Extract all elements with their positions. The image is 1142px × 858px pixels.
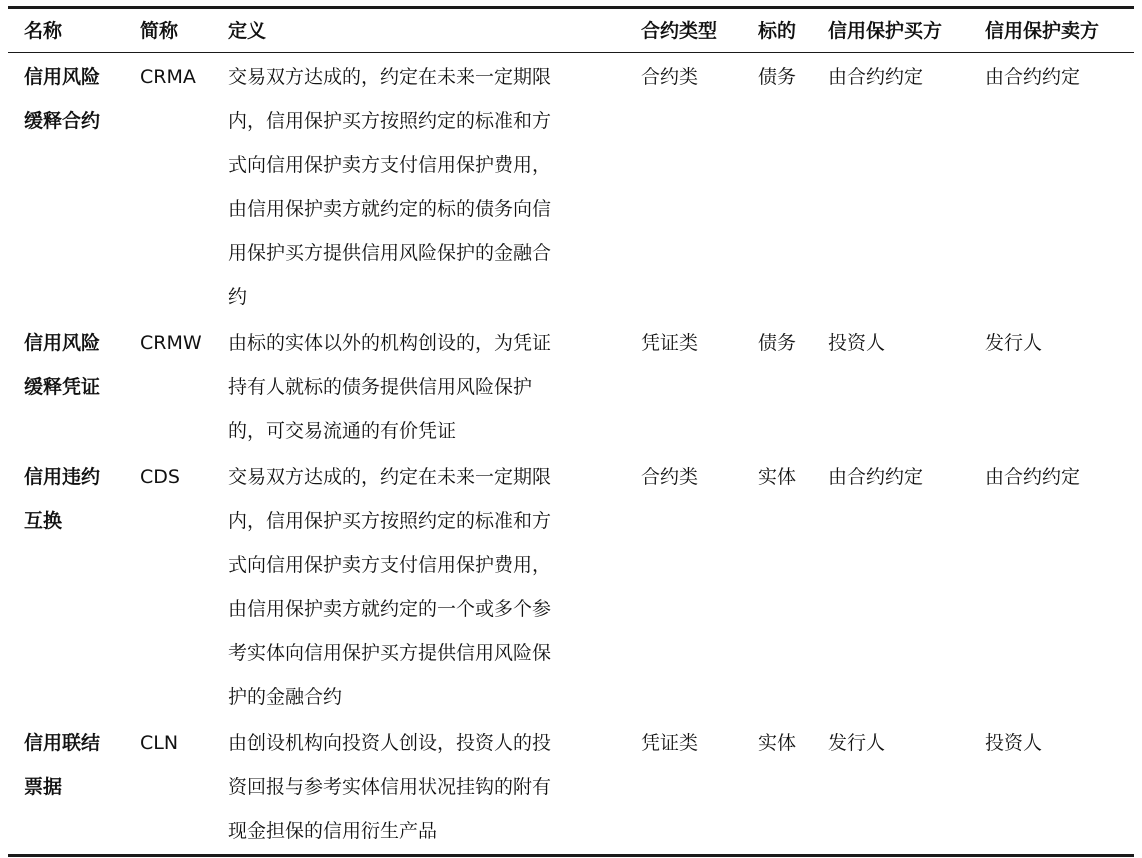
header-protection-buyer: 信用保护买方 [828, 19, 943, 42]
credit-derivatives-table [8, 6, 1134, 857]
definition-line: 资回报与参考实体信用状况挂钩的附有 [228, 776, 552, 798]
definition-line: 由信用保护卖方就约定的标的债务向信 [228, 198, 552, 220]
cell-name [8, 321, 124, 409]
cell-abbr: CRMW [140, 332, 202, 354]
definition-line: 式向信用保护卖方支付信用保护费用， [228, 554, 552, 576]
table-row [8, 319, 1134, 453]
name-line: 信用联结 [24, 732, 101, 754]
cell-protection-buyer: 由合约约定 [828, 66, 924, 88]
name-line: 缓释凭证 [24, 376, 101, 398]
cell-protection-seller: 发行人 [985, 332, 1043, 354]
definition-line: 交易双方达成的，约定在未来一定期限 [228, 466, 552, 488]
cell-contract-type: 凭证类 [641, 332, 699, 354]
cell-definition [212, 455, 625, 719]
cell-abbr: CRMA [140, 66, 196, 88]
cell-definition [212, 321, 625, 453]
header-name: 名称 [24, 19, 63, 42]
cell-protection-buyer: 由合约约定 [828, 466, 924, 488]
header-abbr: 简称 [140, 19, 179, 42]
definition-line: 由信用保护卖方就约定的一个或多个参 [228, 598, 552, 620]
header-definition: 定义 [228, 19, 267, 42]
cell-protection-buyer: 发行人 [828, 732, 886, 754]
table-row [8, 453, 1134, 719]
definition-line: 内，信用保护买方按照约定的标准和方 [228, 510, 552, 532]
cell-underlying: 实体 [758, 466, 797, 488]
cell-underlying: 债务 [758, 332, 797, 354]
name-line: 信用风险 [24, 66, 101, 88]
cell-contract-type: 合约类 [641, 66, 699, 88]
cell-underlying: 实体 [758, 732, 797, 754]
definition-line: 约 [228, 286, 248, 308]
definition-line: 用保护买方提供信用风险保护的金融合 [228, 242, 552, 264]
definition-line: 由创设机构向投资人创设，投资人的投 [228, 732, 552, 754]
cell-protection-seller: 投资人 [985, 732, 1043, 754]
header-underlying: 标的 [758, 19, 797, 42]
cell-protection-seller: 由合约约定 [985, 466, 1081, 488]
name-line: 缓释合约 [24, 110, 101, 132]
name-line: 票据 [24, 776, 63, 798]
definition-line: 由标的实体以外的机构创设的，为凭证 [228, 332, 552, 354]
header-protection-seller: 信用保护卖方 [985, 19, 1100, 42]
bottom-rule [8, 854, 1134, 857]
definition-line: 式向信用保护卖方支付信用保护费用， [228, 154, 552, 176]
name-line: 信用违约 [24, 466, 101, 488]
cell-definition [212, 55, 625, 319]
definition-line: 考实体向信用保护买方提供信用风险保 [228, 642, 552, 664]
cell-contract-type: 凭证类 [641, 732, 699, 754]
name-line: 互换 [24, 510, 63, 532]
cell-name [8, 455, 124, 543]
table-row [8, 53, 1134, 319]
definition-line: 现金担保的信用衍生产品 [228, 820, 438, 842]
definition-line: 内，信用保护买方按照约定的标准和方 [228, 110, 552, 132]
definition-line: 的，可交易流通的有价凭证 [228, 420, 457, 442]
cell-contract-type: 合约类 [641, 466, 699, 488]
cell-name [8, 55, 124, 143]
cell-protection-buyer: 投资人 [828, 332, 886, 354]
header-contract-type: 合约类型 [641, 19, 718, 42]
definition-line: 护的金融合约 [228, 686, 343, 708]
cell-protection-seller: 由合约约定 [985, 66, 1081, 88]
cell-underlying: 债务 [758, 66, 797, 88]
name-line: 信用风险 [24, 332, 101, 354]
cell-abbr: CDS [140, 466, 180, 488]
cell-abbr: CLN [140, 732, 179, 754]
cell-definition [212, 721, 625, 853]
definition-line: 持有人就标的债务提供信用风险保护 [228, 376, 533, 398]
cell-name [8, 721, 124, 809]
table-header [8, 9, 1134, 53]
definition-line: 交易双方达成的，约定在未来一定期限 [228, 66, 552, 88]
table-row [8, 719, 1134, 853]
